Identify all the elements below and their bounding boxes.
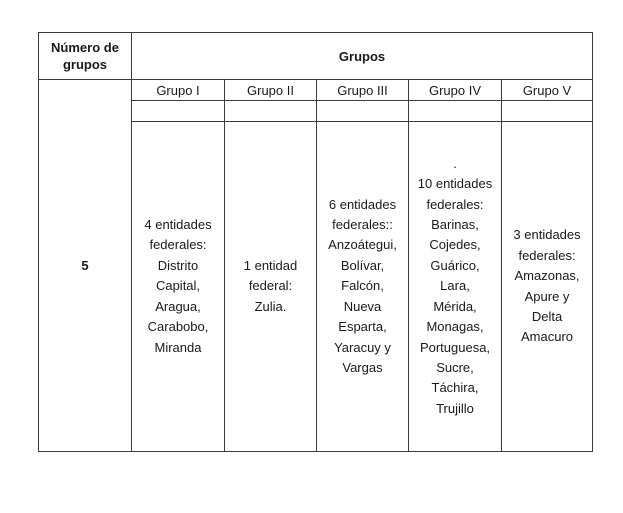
group-header-3 xyxy=(317,80,409,101)
number-of-groups-header-text: Número de grupos xyxy=(51,40,119,72)
number-of-groups-header xyxy=(39,33,132,80)
group-5-entities-text: 3 entidades federales: Amazonas, Apure y Delta Amacuro xyxy=(513,227,581,345)
group-label: Grupo V xyxy=(522,82,572,98)
groups-table xyxy=(38,32,593,452)
empty-cell xyxy=(409,101,502,122)
empty-cell xyxy=(132,101,225,122)
group-label: Grupo IV xyxy=(428,82,482,98)
group-4-entities-text: . 10 entidades federales: Barinas, Cojedes, Guárico, Lara, Mérida, Monagas, Portuguesa, Sucre, Táchira, Trujillo xyxy=(417,155,493,416)
group-header-4 xyxy=(409,80,502,101)
group-label: Grupo III xyxy=(337,82,388,98)
group-label: Grupo II xyxy=(247,82,294,98)
group-3-entities xyxy=(317,122,409,452)
group-2-entities xyxy=(225,122,317,452)
empty-cell xyxy=(502,101,593,122)
group-header-2 xyxy=(225,80,317,101)
groups-title: Grupos xyxy=(338,48,386,64)
empty-cell xyxy=(225,101,317,122)
group-5-entities xyxy=(502,122,593,452)
group-label: Grupo I xyxy=(156,82,200,98)
groups-title-cell xyxy=(132,33,593,80)
group-1-entities-text: 4 entidades federales: Distrito Capital, Aragua, Carabobo, Miranda xyxy=(144,217,212,355)
group-header-1 xyxy=(132,80,225,101)
group-4-entities xyxy=(409,122,502,452)
group-header-5 xyxy=(502,80,593,101)
group-count-cell xyxy=(39,80,132,452)
group-2-entities-text: 1 entidad federal: Zulia. xyxy=(243,257,298,314)
empty-cell xyxy=(317,101,409,122)
group-1-entities xyxy=(132,122,225,452)
group-3-entities-text: 6 entidades federales:: Anzoátegui, Bolívar, Falcón, Nueva Esparta, Yaracuy y Vargas xyxy=(328,196,397,375)
group-count: 5 xyxy=(81,258,89,273)
